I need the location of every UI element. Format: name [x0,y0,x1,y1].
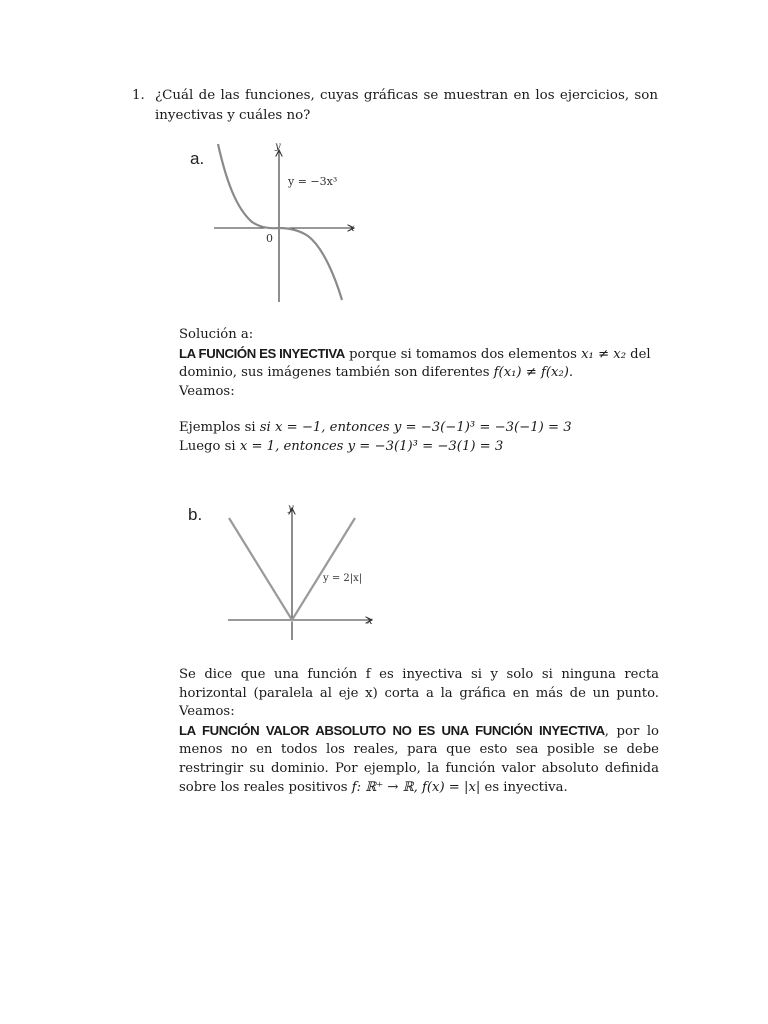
solution-a-example1 [179,419,659,438]
question-text: ¿Cuál de las funciones, cuyas gráficas se muestran en los ejercicios, son inyectivas y cuáles no? [155,88,658,123]
solution-a-example2 [179,438,659,457]
solution-a-line1 [179,345,659,365]
graph-b-x-label: x [367,616,373,627]
graph-a-origin-label: 0 [266,232,273,245]
graph-b [184,500,384,645]
graph-a-y-label: y [275,141,281,152]
solution-b-paragraph2 [179,722,659,797]
example1-math: si x = −1, entonces y = −3(−1)³ = −3(−1) = 3 [259,420,572,436]
solution-b-math: f: ℝ⁺ → ℝ, f(x) = |x| [351,779,481,795]
solution-b-text: , por lo menos no en todos los reales, para que esto sea posible se debe restringir su dominio. Por ejemplo, la función valor absoluto definida sobre los reales positivos [179,723,659,795]
example2-text: Luego si [179,438,240,454]
solution-a-line2-text: dominio, sus imágenes también son diferentes [179,365,494,381]
graph-a-letter: a. [190,149,205,168]
solution-b [179,666,659,797]
graph-b-y-label: y [288,503,294,514]
solution-b-end: es inyectiva. [480,779,568,795]
solution-a [179,326,659,457]
solution-a-line1-text: porque si tomamos dos elementos [344,346,582,362]
graph-a [186,140,366,306]
graph-a-equation: y = −3x³ [288,175,338,188]
question-number: 1. [132,88,145,103]
solution-b-bold: LA FUNCIÓN VALOR ABSOLUTO NO ES UNA FUNCIÓN INYECTIVA [179,722,605,738]
solution-a-heading: Solución a: [179,327,254,342]
graph-b-equation: y = 2|x| [323,573,363,584]
solution-a-veamos: Veamos: [179,383,235,399]
graph-b-letter: b. [188,505,203,524]
solution-a-line2 [179,364,659,383]
solution-a-bold: LA FUNCIÓN ES INYECTIVA [179,345,345,361]
solution-a-line1-end: del [625,346,651,362]
question [132,86,658,126]
graph-a-curve [218,144,342,300]
example2-math: x = 1, entonces y = −3(1)³ = −3(1) = 3 [239,438,504,454]
solution-b-paragraph1: Se dice que una función f es inyectiva si y solo si ninguna recta horizontal (paralela al eje x) corta a la gráfica en más de un punto. Veamos: [179,667,659,720]
solution-a-line2-math: f(x₁) ≠ f(x₂). [493,365,574,381]
solution-a-line1-math: x₁ ≠ x₂ [581,346,626,362]
graph-a-x-label: x [349,223,355,234]
example1-text: Ejemplos si [179,420,260,436]
